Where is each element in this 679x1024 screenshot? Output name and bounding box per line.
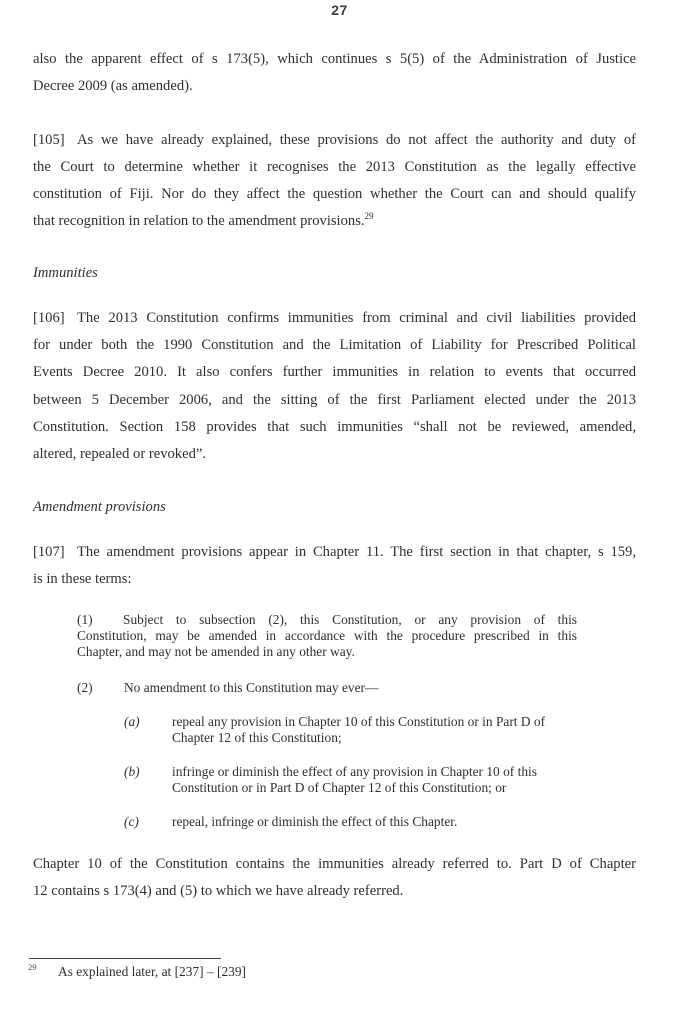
para-105-line-3: constitution of Fiji. Nor do they affect the question whether the Court can and should qualify	[33, 186, 636, 202]
para-107-number: [107]	[33, 544, 65, 560]
quote-sub1-label: (1)	[77, 612, 93, 627]
quote-item-b-label: (b)	[124, 764, 140, 779]
para-106-line-4: between 5 December 2006, and the sitting of the first Parliament elected under the 2013	[33, 392, 636, 408]
quote-item-c-line-1: repeal, infringe or diminish the effect of this Chapter.	[172, 814, 458, 829]
quote-sub1-line-1	[77, 612, 577, 627]
footnote-number: 29	[28, 962, 37, 972]
para-106-number: [106]	[33, 310, 65, 326]
para-105-text-4: that recognition in relation to the amendment provisions.	[33, 213, 365, 229]
quote-sub1-line-2: Constitution, may be amended in accordance with the procedure prescribed in this	[77, 628, 577, 643]
page-number: 27	[331, 2, 348, 18]
para-105-line-2: the Court to determine whether it recognises the 2013 Constitution as the legally effective	[33, 159, 636, 175]
para-106-line-6: altered, repealed or revoked”.	[33, 446, 206, 462]
quote-item-c-label: (c)	[124, 814, 139, 829]
footnote-text: As explained later, at [237] – [239]	[58, 964, 246, 979]
para-105-line-1	[33, 131, 636, 149]
para-105-text-1: As we have already explained, these provisions do not affect the authority and duty of	[77, 132, 636, 148]
footnote-ref-29[interactable]: 29	[364, 211, 374, 221]
para-106-line-3: Events Decree 2010. It also confers further immunities in relation to events that occurred	[33, 364, 636, 380]
para-107-line-2: is in these terms:	[33, 571, 132, 587]
quote-sub2-label: (2)	[77, 680, 93, 695]
heading-amendment-provisions: Amendment provisions	[33, 499, 166, 515]
continuation-line-2: Decree 2009 (as amended).	[33, 78, 193, 94]
closing-line-1: Chapter 10 of the Constitution contains the immunities already referred to. Part D of Chapter	[33, 856, 636, 872]
quote-item-a-label: (a)	[124, 714, 140, 729]
closing-line-2: 12 contains s 173(4) and (5) to which we have already referred.	[33, 883, 404, 899]
para-105-line-4	[33, 212, 636, 230]
para-106-line-5: Constitution. Section 158 provides that such immunities “shall not be reviewed, amended,	[33, 419, 636, 435]
para-106-line-2: for under both the 1990 Constitution and the Limitation of Liability for Prescribed Political	[33, 337, 636, 353]
heading-immunities: Immunities	[33, 265, 98, 281]
quote-sub1-text-1: Subject to subsection (2), this Constitution, or any provision of this	[123, 612, 577, 627]
para-106-text-1: The 2013 Constitution confirms immunities from criminal and civil liabilities provided	[77, 310, 636, 326]
quote-item-b-line-2: Constitution or in Part D of Chapter 12 of this Constitution; or	[172, 780, 507, 795]
para-106-line-1	[33, 309, 636, 327]
quote-sub2-text: No amendment to this Constitution may ever—	[124, 680, 379, 695]
para-105-number: [105]	[33, 132, 65, 148]
para-107-text-1: The amendment provisions appear in Chapter 11. The first section in that chapter, s 159,	[77, 544, 636, 560]
quote-item-b-line-1: infringe or diminish the effect of any provision in Chapter 10 of this	[172, 764, 537, 779]
para-107-line-1	[33, 543, 636, 561]
footnote-separator	[29, 958, 221, 959]
quote-sub1-line-3: Chapter, and may not be amended in any other way.	[77, 644, 355, 659]
quote-item-a-line-2: Chapter 12 of this Constitution;	[172, 730, 342, 745]
continuation-line-1: also the apparent effect of s 173(5), which continues s 5(5) of the Administration of Justice	[33, 51, 636, 67]
quote-item-a-line-1: repeal any provision in Chapter 10 of this Constitution or in Part D of	[172, 714, 546, 729]
